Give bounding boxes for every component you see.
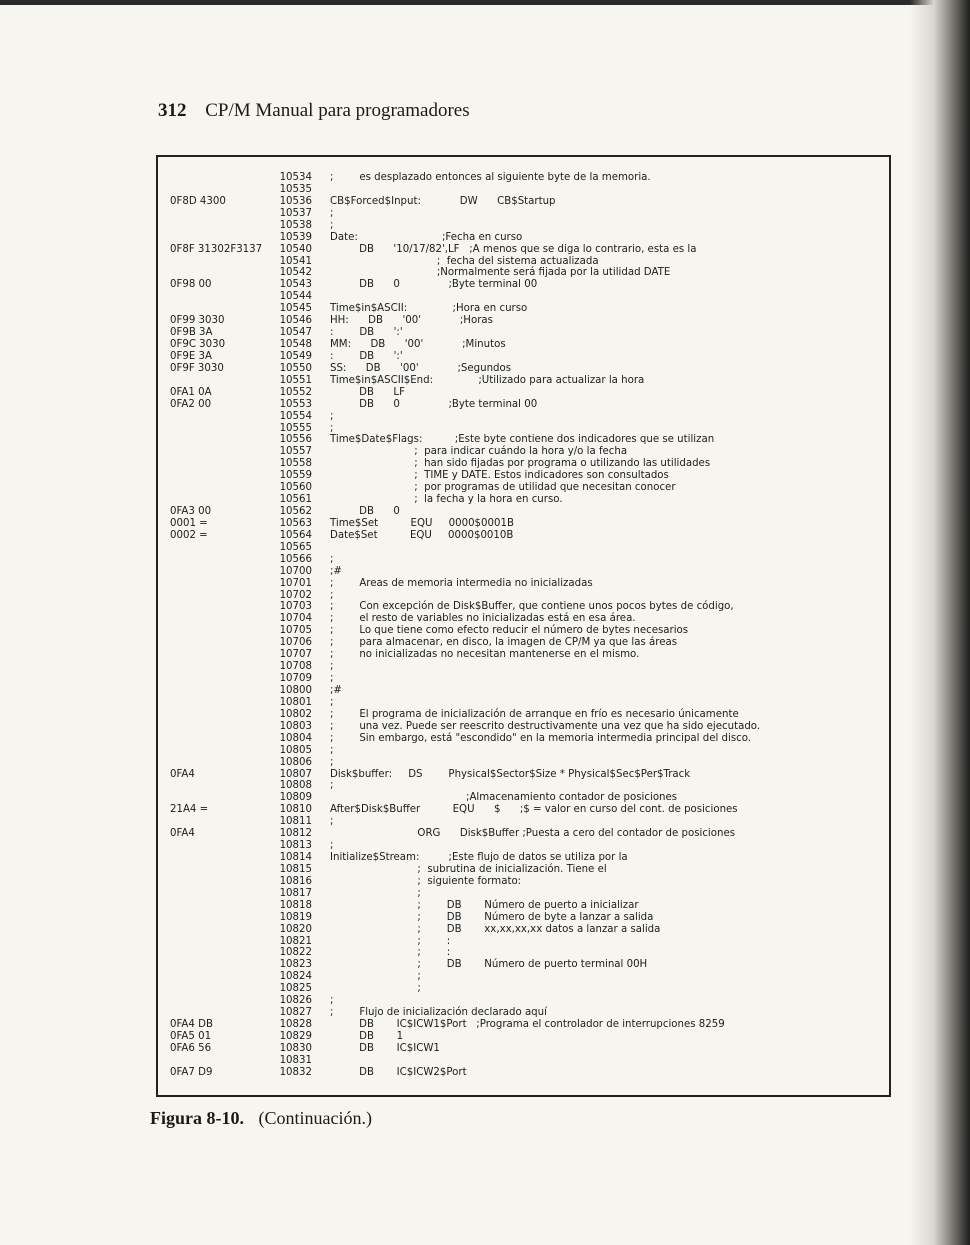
listing-address: 0F8F 31302F3137 bbox=[170, 243, 263, 255]
listing-line-number: 10815 bbox=[279, 863, 312, 875]
listing-code: ;# bbox=[330, 684, 342, 696]
listing-line-number: 10811 bbox=[279, 816, 312, 828]
listing-address: 0F9B 3A bbox=[170, 327, 213, 339]
listing-code: ; subrutina de inicialización. Tiene el bbox=[330, 863, 607, 875]
listing-code: ; bbox=[330, 207, 334, 219]
listing-line-number: 10709 bbox=[279, 673, 312, 685]
listing-line-number: 10702 bbox=[279, 589, 312, 601]
listing-line-number: 10536 bbox=[279, 195, 312, 207]
listing-address: 0FA6 56 bbox=[170, 1042, 212, 1054]
listing-code: ; siguiente formato: bbox=[330, 875, 522, 887]
listing-code: ;# bbox=[330, 565, 342, 577]
listing-code: ; bbox=[330, 744, 334, 756]
figure-label: Figura 8-10. bbox=[150, 1108, 244, 1128]
figure-caption-text: (Continuación.) bbox=[258, 1108, 372, 1128]
listing-code: Time$Date$Flags: ;Este byte contiene dos indicadores que se utilizan bbox=[330, 434, 715, 446]
listing-code: ; TIME y DATE. Estos indicadores son consultados bbox=[330, 470, 669, 482]
listing-line-number: 10823 bbox=[279, 959, 312, 971]
listing-line-number: 10535 bbox=[279, 183, 312, 195]
listing-line-number: 10831 bbox=[279, 1054, 312, 1066]
listing-code: ; DB Número de puerto a inicializar bbox=[330, 899, 639, 911]
listing-code: ; bbox=[330, 410, 334, 422]
listing-code: DB IC$ICW1 bbox=[330, 1042, 440, 1054]
listing-line-number: 10832 bbox=[279, 1066, 312, 1078]
listing-code: ; es desplazado entonces al siguiente byte de la memoria. bbox=[330, 172, 651, 183]
listing-line-number: 10565 bbox=[279, 541, 312, 553]
listing-address: 0002 = bbox=[170, 529, 208, 541]
listing-code: DB 0 bbox=[330, 506, 400, 518]
listing-line-number: 10547 bbox=[279, 327, 312, 339]
listing-line-number: 10564 bbox=[279, 529, 312, 541]
listing-line-number: 10800 bbox=[279, 684, 312, 696]
page-number: 312 bbox=[158, 100, 187, 121]
listing-line-number: 10805 bbox=[279, 744, 312, 756]
listing-line-number: 10807 bbox=[279, 768, 312, 780]
listing-code: CB$Forced$Input: DW CB$Startup bbox=[330, 195, 556, 207]
listing-line-number: 10813 bbox=[279, 840, 312, 852]
listing-code: Date: ;Fecha en curso bbox=[330, 231, 523, 243]
listing-code: DB 0 ;Byte terminal 00 bbox=[330, 279, 538, 291]
listing-code: ; bbox=[330, 983, 421, 995]
listing-address: 0F8D 4300 bbox=[170, 195, 226, 207]
listing-line-number: 10829 bbox=[279, 1030, 312, 1042]
listing-code: ; bbox=[330, 816, 334, 828]
listing-code: DB 1 bbox=[330, 1030, 404, 1042]
listing-line-number: 10828 bbox=[279, 1019, 312, 1031]
listing-line-number: 10806 bbox=[279, 756, 312, 768]
listing-line-number: 10706 bbox=[279, 637, 312, 649]
listing-line-number: 10546 bbox=[279, 315, 312, 327]
listing-line-number: 10560 bbox=[279, 482, 312, 494]
listing-line-number: 10554 bbox=[279, 410, 312, 422]
listing-code: ; por programas de utilidad que necesitan conocer bbox=[330, 482, 676, 494]
listing-code: ; bbox=[330, 696, 334, 708]
listing-line-number: 10543 bbox=[279, 279, 312, 291]
listing-line-number: 10566 bbox=[279, 553, 312, 565]
listing-line-number: 10810 bbox=[279, 804, 312, 816]
listing-line-number: 10818 bbox=[279, 899, 312, 911]
listing-code: SS: DB '00' ;Segundos bbox=[330, 362, 512, 374]
listing-address: 0F9E 3A bbox=[170, 350, 212, 362]
listing-line-number: 10827 bbox=[279, 1007, 312, 1019]
listing-line-number: 10809 bbox=[279, 792, 312, 804]
listing-code: After$Disk$Buffer EQU $ ;$ = valor en curso del cont. de posiciones bbox=[330, 804, 738, 816]
listing-code: ; el resto de variables no inicializadas está en esa área. bbox=[330, 613, 636, 625]
listing-address: 0FA1 0A bbox=[170, 386, 212, 398]
listing-line-number: 10816 bbox=[279, 875, 312, 887]
listing-address: 0FA2 00 bbox=[170, 398, 212, 410]
listing-line-number: 10803 bbox=[279, 720, 312, 732]
listing-address: 0FA3 00 bbox=[170, 506, 212, 518]
listing-code: ; DB Número de puerto terminal 00H bbox=[330, 959, 648, 971]
listing-line-number: 10559 bbox=[279, 470, 312, 482]
page-header bbox=[158, 100, 470, 122]
listing-line-number: 10705 bbox=[279, 625, 312, 637]
listing-code: ; una vez. Puede ser reescrito destructivamente una vez que ha sido ejecutado. bbox=[330, 720, 761, 732]
listing-code: ; bbox=[330, 553, 334, 565]
listing-code: DB LF bbox=[330, 386, 405, 398]
listing-code: ; Lo que tiene como efecto reducir el número de bytes necesarios bbox=[330, 625, 689, 637]
listing-address: 0F9F 3030 bbox=[170, 362, 224, 374]
listing-code: ; bbox=[330, 780, 334, 792]
listing-line-number: 10814 bbox=[279, 852, 312, 863]
listing-line-number: 10553 bbox=[279, 398, 312, 410]
listing-code: ; para indicar cuándo la hora y/o la fecha bbox=[330, 446, 628, 458]
listing-line-number: 10801 bbox=[279, 696, 312, 708]
listing-code: ; El programa de inicialización de arranque en frío es necesario únicamente bbox=[330, 708, 739, 720]
book-spine-shadow bbox=[910, 0, 970, 1245]
listing-line-number: 10830 bbox=[279, 1042, 312, 1054]
listing-line-number: 10826 bbox=[279, 995, 312, 1007]
listing-code: : DB ':' bbox=[330, 327, 403, 339]
listing-line-number: 10545 bbox=[279, 303, 312, 315]
listing-line-number: 10544 bbox=[279, 291, 312, 303]
listing-code: ; bbox=[330, 219, 334, 231]
listing-line-number: 10541 bbox=[279, 255, 312, 267]
listing-line-number: 10549 bbox=[279, 350, 312, 362]
listing-line-number: 10704 bbox=[279, 613, 312, 625]
listing-code: ; DB xx,xx,xx,xx datos a lanzar a salida bbox=[330, 923, 661, 935]
listing-code: ; la fecha y la hora en curso. bbox=[330, 494, 563, 506]
listing-code: ; para almacenar, en disco, la imagen de CP/M ya que las áreas bbox=[330, 637, 678, 649]
listing-code: ;Almacenamiento contador de posiciones bbox=[330, 792, 678, 804]
listing-line-number: 10700 bbox=[279, 565, 312, 577]
listing-code: ; Flujo de inicialización declarado aquí bbox=[330, 1007, 547, 1019]
listing-line-number: 10555 bbox=[279, 422, 312, 434]
listing-line-number: 10563 bbox=[279, 517, 312, 529]
listing-code: ; bbox=[330, 995, 334, 1007]
listing-line-number: 10557 bbox=[279, 446, 312, 458]
listing-code: : DB ':' bbox=[330, 350, 403, 362]
listing-line-number: 10538 bbox=[279, 219, 312, 231]
listing-line-number: 10703 bbox=[279, 601, 312, 613]
listing-address: 0FA5 01 bbox=[170, 1030, 212, 1042]
listing-code: DB 0 ;Byte terminal 00 bbox=[330, 398, 538, 410]
listing-line-number: 10821 bbox=[279, 935, 312, 947]
listing-line-number: 10825 bbox=[279, 983, 312, 995]
listing-line-number: 10701 bbox=[279, 577, 312, 589]
listing-code: Time$in$ASCII$End: ;Utilizado para actualizar la hora bbox=[330, 374, 645, 386]
listing-code: ; bbox=[330, 661, 334, 673]
listing-code: ; bbox=[330, 971, 421, 983]
listing-address: 0001 = bbox=[170, 517, 208, 529]
listing-line-number: 10822 bbox=[279, 947, 312, 959]
listing-address: 21A4 = bbox=[170, 804, 209, 816]
listing-line-number: 10540 bbox=[279, 243, 312, 255]
listing-line-number: 10804 bbox=[279, 732, 312, 744]
listing-code: ; no inicializadas no necesitan mantenerse en el mismo. bbox=[330, 649, 640, 661]
listing-line-number: 10819 bbox=[279, 911, 312, 923]
listing-code: ; bbox=[330, 422, 334, 434]
listing-code: Disk$buffer: DS Physical$Sector$Size * Physical$Sec$Per$Track bbox=[330, 768, 691, 780]
listing-line-number: 10556 bbox=[279, 434, 312, 446]
listing-line-number: 10562 bbox=[279, 506, 312, 518]
listing-code: ; Areas de memoria intermedia no inicializadas bbox=[330, 577, 593, 589]
listing-address: 0FA4 bbox=[170, 828, 195, 840]
listing-code: DB IC$ICW2$Port bbox=[330, 1066, 467, 1078]
listing-address: 0F98 00 bbox=[170, 279, 212, 291]
listing-code: Time$Set EQU 0000$0001B bbox=[330, 517, 514, 529]
listing-code: ; bbox=[330, 756, 334, 768]
listing-address: 0FA7 D9 bbox=[170, 1066, 213, 1078]
listing-address: 0FA4 bbox=[170, 768, 195, 780]
listing-address: 0FA4 DB bbox=[170, 1019, 213, 1031]
listing-line-number: 10561 bbox=[279, 494, 312, 506]
listing-code: ; fecha del sistema actualizada bbox=[330, 255, 599, 267]
listing-code: ; : bbox=[330, 947, 451, 959]
listing-line-number: 10548 bbox=[279, 339, 312, 351]
listing-line-number: 10551 bbox=[279, 374, 312, 386]
running-title: CP/M Manual para programadores bbox=[205, 100, 470, 121]
listing-line-number: 10812 bbox=[279, 828, 312, 840]
listing-line-number: 10558 bbox=[279, 458, 312, 470]
listing-code: HH: DB '00' ;Horas bbox=[330, 315, 493, 327]
listing-code: DB IC$ICW1$Port ;Programa el controlador de interrupciones 8259 bbox=[330, 1019, 725, 1031]
listing-code: ; Sin embargo, está "escondido" en la memoria intermedia principal del disco. bbox=[330, 732, 752, 744]
listing-line-number: 10824 bbox=[279, 971, 312, 983]
listing-line-number: 10552 bbox=[279, 386, 312, 398]
listing-line-number: 10820 bbox=[279, 923, 312, 935]
listing-line-number: 10550 bbox=[279, 362, 312, 374]
listing-code: Date$Set EQU 0000$0010B bbox=[330, 529, 514, 541]
listing-line-number: 10537 bbox=[279, 207, 312, 219]
listing-code: Initialize$Stream: ;Este flujo de datos se utiliza por la bbox=[330, 852, 628, 863]
listing-line-number: 10708 bbox=[279, 661, 312, 673]
listing-code: ORG Disk$Buffer ;Puesta a cero del contador de posiciones bbox=[330, 828, 736, 840]
listing-code: Time$in$ASCII: ;Hora en curso bbox=[330, 303, 528, 315]
listing-code: ;Normalmente será fijada por la utilidad DATE bbox=[330, 267, 671, 279]
listing-code: ; bbox=[330, 887, 421, 899]
listing-code: ; han sido fijadas por programa o utilizando las utilidades bbox=[330, 458, 711, 470]
listing-code: ; : bbox=[330, 935, 451, 947]
listing-code: MM: DB '00' ;Minutos bbox=[330, 339, 506, 351]
listing-address: 0F99 3030 bbox=[170, 315, 225, 327]
listing-code: ; bbox=[330, 840, 334, 852]
page-top-edge bbox=[0, 0, 970, 5]
listing-code: ; bbox=[330, 589, 334, 601]
listing-line-number: 10817 bbox=[279, 887, 312, 899]
listing-line-number: 10707 bbox=[279, 649, 312, 661]
listing-line-number: 10802 bbox=[279, 708, 312, 720]
listing-code: ; Con excepción de Disk$Buffer, que contiene unos pocos bytes de código, bbox=[330, 601, 734, 613]
listing-line-number: 10539 bbox=[279, 231, 312, 243]
listing-line-number: 10534 bbox=[279, 172, 312, 183]
listing-code: DB '10/17/82',LF ;A menos que se diga lo contrario, esta es la bbox=[330, 243, 697, 255]
listing-line-number: 10808 bbox=[279, 780, 312, 792]
listing-code: ; bbox=[330, 673, 334, 685]
listing-code: ; DB Número de byte a lanzar a salida bbox=[330, 911, 654, 923]
listing-line-number: 10542 bbox=[279, 267, 312, 279]
figure-caption bbox=[150, 1108, 372, 1129]
listing-address: 0F9C 3030 bbox=[170, 339, 226, 351]
